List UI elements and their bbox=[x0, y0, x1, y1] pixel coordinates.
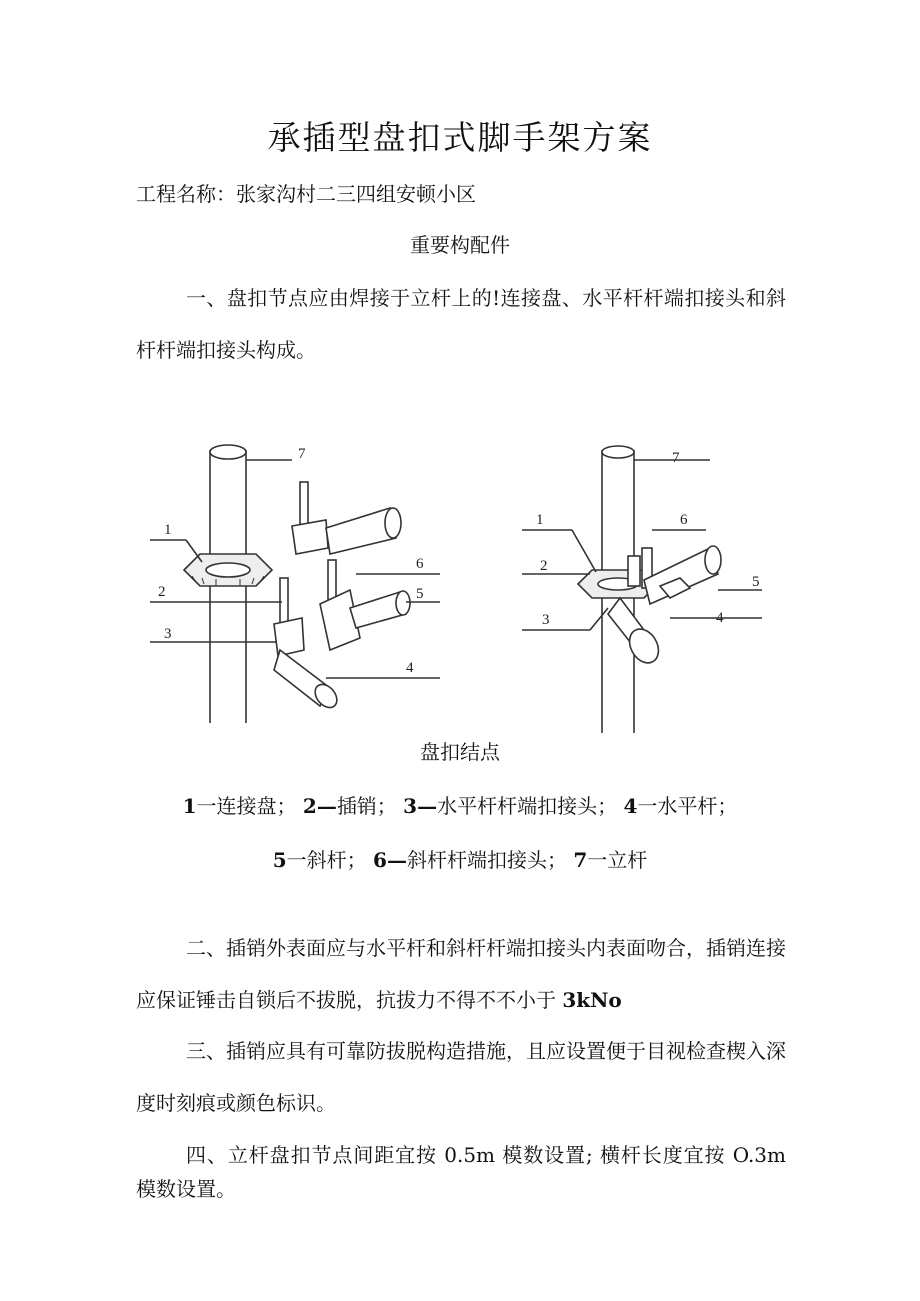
paragraph-4: 四、立杆盘扣节点间距宜按 0.5m 模数设置; 横杆长度宜按 O.3m 模数设置。 bbox=[136, 1143, 786, 1201]
right-label-7: 7 bbox=[672, 450, 680, 466]
right-diagram bbox=[522, 446, 762, 733]
legend-item: 3—水平杆杆端扣接头； bbox=[403, 794, 618, 818]
paragraph-3: 三、插销应具有可靠防拔脱构造措施，且应设置便于目视检查楔入深度时刻痕或颜色标识。 bbox=[136, 1039, 786, 1115]
section-heading: 重要构配件 bbox=[410, 233, 510, 257]
right-label-1: 1 bbox=[536, 512, 544, 528]
left-label-4: 4 bbox=[406, 660, 414, 676]
pullout-force-value: 3kNo bbox=[562, 988, 622, 1012]
right-label-2: 2 bbox=[540, 558, 548, 574]
legend-item: 7一立杆 bbox=[573, 848, 648, 872]
project-name-line: 工程名称：张家沟村二三四组安顿小区 bbox=[136, 182, 476, 206]
legend-item: 2—插销； bbox=[302, 794, 397, 818]
left-label-2: 2 bbox=[158, 584, 166, 600]
right-label-5: 5 bbox=[752, 574, 760, 590]
left-label-3: 3 bbox=[164, 626, 172, 642]
legend-line-2 bbox=[0, 844, 920, 873]
right-label-4: 4 bbox=[716, 610, 724, 626]
paragraph-2: 二、插销外表面应与水平杆和斜杆杆端扣接头内表面吻合，插销连接应保证锤击自锁后不拔脱，抗拔力不得不不小于 3kNo bbox=[136, 936, 786, 1012]
legend-item: 5一斜杆； bbox=[272, 848, 367, 872]
right-label-6: 6 bbox=[680, 512, 688, 528]
legend-item: 4一水平杆； bbox=[623, 794, 738, 818]
left-label-6: 6 bbox=[416, 556, 424, 572]
document-title: 承插型盘扣式脚手架方案 bbox=[267, 118, 653, 157]
left-label-1: 1 bbox=[164, 522, 172, 538]
left-label-7: 7 bbox=[298, 446, 306, 462]
left-diagram bbox=[150, 445, 440, 723]
paragraph-1: 一、盘扣节点应由焊接于立杆上的!连接盘、水平杆杆端扣接头和斜杆杆端扣接头构成。 bbox=[136, 286, 786, 362]
figure-caption: 盘扣结点 bbox=[420, 740, 500, 764]
legend-item: 6—斜杆杆端扣接头； bbox=[373, 848, 567, 872]
legend-item: 1一连接盘； bbox=[182, 794, 297, 818]
right-label-3: 3 bbox=[542, 612, 550, 628]
disc-lock-node-figure bbox=[150, 438, 790, 738]
legend-line-1 bbox=[0, 790, 920, 819]
left-label-5: 5 bbox=[416, 586, 424, 602]
